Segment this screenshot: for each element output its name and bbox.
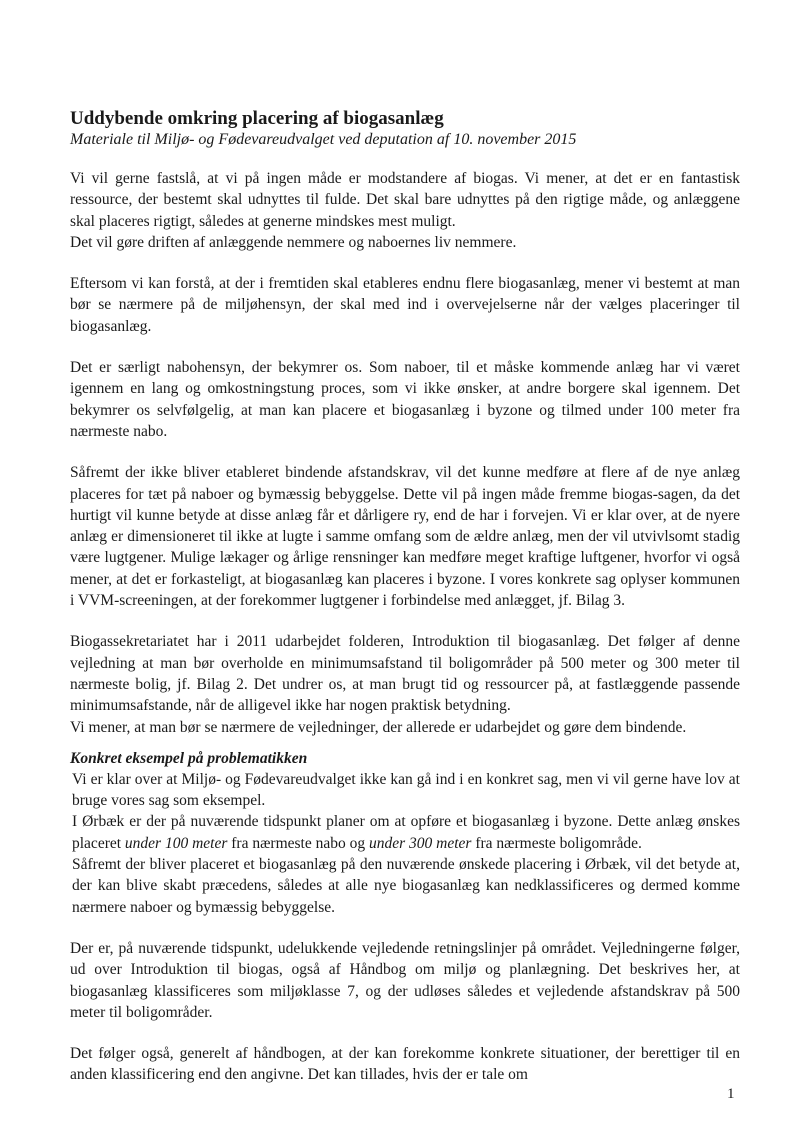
emphasis-under-100: under 100 meter bbox=[124, 834, 228, 852]
section-heading-example: Konkret eksempel på problematikken bbox=[70, 749, 308, 767]
paragraph-guidelines-binding: Vi mener, at man bør se nærmere de vejledninger, der allerede er udarbejdet og gøre dem bindende. bbox=[70, 718, 687, 736]
paragraph-handbook: Det følger også, generelt af håndbogen, at der kan forekomme konkrete situationer, der berettiger til en anden klassificering end den angivne. Det kan tillades, hvis der er tale om bbox=[70, 1045, 740, 1084]
paragraph-orbaek-plans bbox=[72, 811, 740, 854]
text-segment: I Ørbæk er der på nuværende tidspunkt planer om at opføre et biogasanlæg i byzone. Dette anlæg ønskes placeret bbox=[72, 813, 740, 852]
paragraph-intro-continued: Det vil gøre driften af anlæggende nemmere og naboernes liv nemmere. bbox=[70, 233, 517, 251]
text-segment: fra nærmeste boligområde. bbox=[471, 834, 642, 852]
paragraph-example-intro: Vi er klar over at Miljø- og Fødevareudvalget ikke kan gå ind i en konkret sag, men vi vil gerne have lov at bruge vores sag som eksempel. bbox=[72, 770, 740, 810]
paragraph-current-guidelines: Der er, på nuværende tidspunkt, udelukkende vejledende retningslinjer på området. Vejledningerne følger, ud over Introduktion til biogas, også af Håndbog om miljø og planlægning. Det beskrives her, at biogasanlæg klassificeres som miljøklasse 7, og der udløses således et vejledende afstandskrav på 500 meter til boligområder. bbox=[70, 939, 740, 1021]
document-title: Uddybende omkring placering af biogasanlæg bbox=[70, 108, 444, 129]
document-subtitle: Materiale til Miljø- og Fødevareudvalget ved deputation af 10. november 2015 bbox=[70, 131, 577, 148]
paragraph-intro: Vi vil gerne fastslå, at vi på ingen måde er modstandere af biogas. Vi mener, at det er en fantastisk ressource, der bestemt skal udnyttes til fulde. Det skal bare udnyttes på den rigtige måde, og anlæggene skal placeres rigtigt, således at generne mindskes mest muligt. bbox=[70, 170, 740, 230]
paragraph-neighbour-concerns: Det er særligt nabohensyn, der bekymrer os. Som naboer, til et måske kommende anlæg har vi været igennem en lang og omkostningstung proces, som vi ikke ønsker, at andre borgere skal igennem. Det bekymrer os selvfølgelig, at man kan placere et biogasanlæg i byzone og tilmed under 100 meter fra nærmeste nabo. bbox=[70, 359, 740, 440]
emphasis-under-300: under 300 meter bbox=[369, 834, 472, 852]
paragraph-precedent: Såfremt der bliver placeret et biogasanlæg på den nuværende ønskede placering i Ørbæk, vil det betyde at, der kan blive skabt præcedens, således at alle nye biogasanlæg kan nedklassificeres og dermed komme nærmere naboer og bymæssig bebyggelse. bbox=[72, 856, 740, 916]
page-number: 1 bbox=[727, 1086, 735, 1102]
paragraph-future-plants: Eftersom vi kan forstå, at der i fremtiden skal etableres endnu flere biogasanlæg, mener vi bestemt at man bør se nærmere på de miljøhensyn, der skal med ind i overvejelserne når der vælges placeringer til biogasanlæg. bbox=[70, 275, 740, 335]
text-segment: fra nærmeste nabo og bbox=[227, 834, 369, 852]
paragraph-biogas-secretariat: Biogassekretariatet har i 2011 udarbejdet folderen, Introduktion til biogasanlæg. Det følger af denne vejledning at man bør overholde en minimumsafstand til boligområder på 500 meter og 300 meter til nærmeste bolig, jf. Bilag 2. Det undrer os, at man brugt tid og ressourcer på, at fastlæggende passende minimumsafstande, når de alligevel ikke har nogen praktisk betydning. bbox=[70, 633, 740, 715]
paragraph-distance-requirements: Såfremt der ikke bliver etableret bindende afstandskrav, vil det kunne medføre at flere af de nye anlæg placeres for tæt på naboer og bymæssig bebyggelse. Dette vil på ingen måde fremme biogas-sagen, da det hurtigt vil kunne betyde at disse anlæg får et dårligere ry, end de har i forvejen. Vi er klar over, at de nyere anlæg er dimensioneret til ikke at lugte i samme omfang som de ældre anlæg, men der vil utvivlsomt stadig være lugtgener. Mulige lækager og årlige rensninger kan medføre meget kraftige luftgener, hvorfor vi også mener, at det er forkasteligt, at biogasanlæg kan placeres i byzone. I vores konkrete sag oplyser kommunen i VVM-screeningen, at der forekommer lugtgener i forbindelse med anlægget, jf. Bilag 3. bbox=[70, 464, 740, 610]
document-body bbox=[70, 108, 740, 1106]
example-section bbox=[72, 769, 740, 918]
